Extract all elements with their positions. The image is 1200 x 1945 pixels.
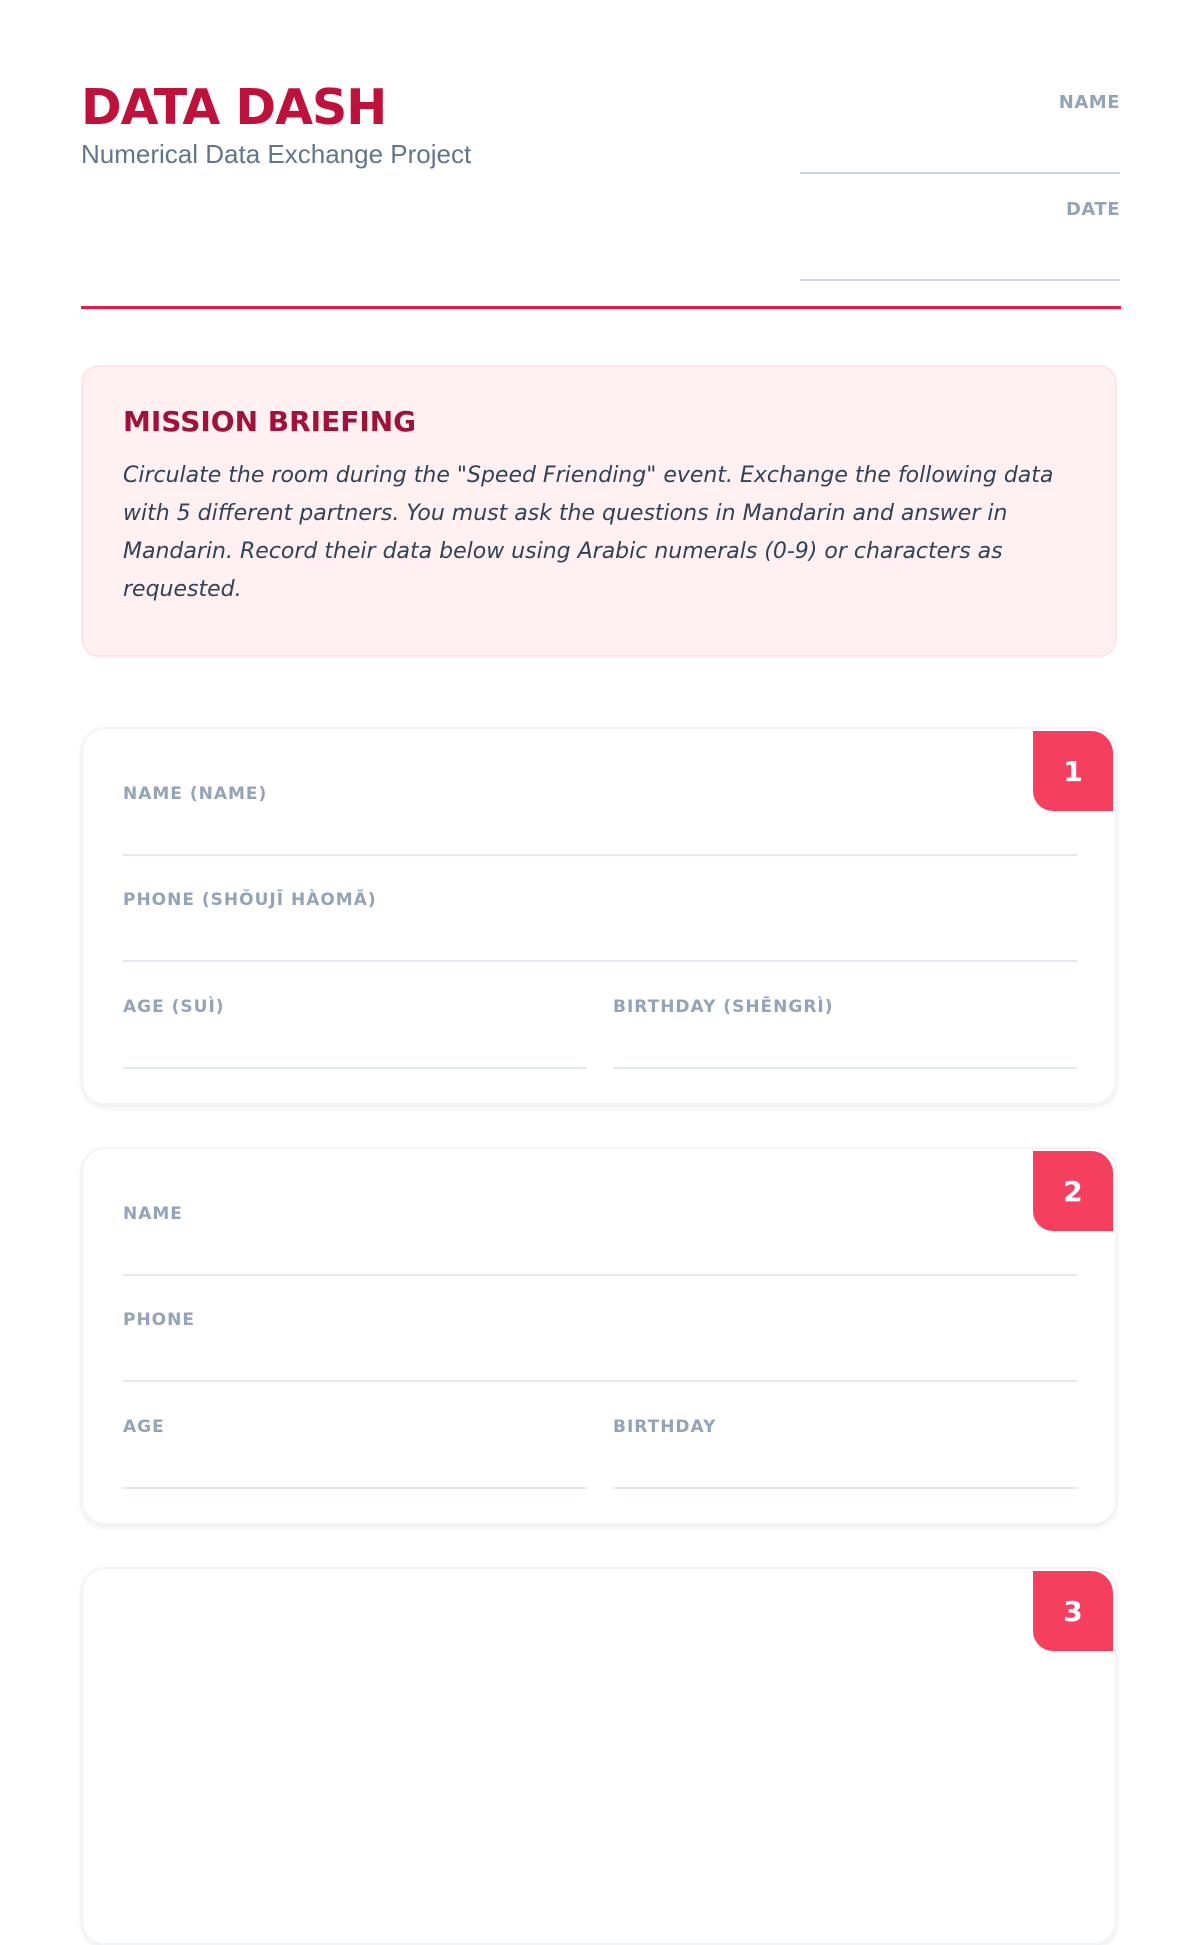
mission-briefing [81,365,1117,657]
partner-number-badge: 1 [1033,731,1113,811]
partner-birthday-field[interactable] [613,997,1077,1069]
date-line[interactable] [800,279,1120,281]
student-name-field[interactable] [800,92,1120,113]
partner-phone-field[interactable] [123,890,1077,962]
partner-age-field[interactable] [123,1417,587,1489]
partner-name-label: NAME [123,1204,183,1224]
partner-birthday-field[interactable] [613,1417,1077,1489]
partner-birthday-label: BIRTHDAY [613,1417,717,1437]
partner-number-badge: 2 [1033,1151,1113,1231]
partner-card-3 [81,1567,1117,1945]
briefing-title: MISSION BRIEFING [123,405,417,438]
partner-name-field[interactable] [123,784,1077,856]
partner-phone-field[interactable] [123,1310,1077,1382]
date-field[interactable] [800,199,1120,220]
partner-name-label: NAME (NAME) [123,784,268,804]
partner-birthday-label: BIRTHDAY (SHĒNGRÌ) [613,997,834,1017]
partner-phone-label: PHONE (SHŎUJĪ HÀOMĂ) [123,890,377,910]
briefing-text: Circulate the room during the "Speed Friending" event. Exchange the following data with 5 different partners. You must ask the questions in Mandarin and answer in Mandarin. Record their data below using Arabic numerals (0-9) or characters as requested. [123,463,1054,602]
partner-card-2 [81,1147,1117,1525]
partner-age-label: AGE (SUÌ) [123,997,225,1017]
partner-age-field[interactable] [123,997,587,1069]
student-name-line[interactable] [800,172,1120,174]
page-title: DATA DASH [81,79,387,136]
partner-number-badge: 3 [1033,1571,1113,1651]
page-subtitle: Numerical Data Exchange Project [81,139,472,169]
partner-age-label: AGE [123,1417,165,1437]
partner-card-1 [81,727,1117,1105]
header-divider [81,306,1121,309]
partner-name-field[interactable] [123,1204,1077,1276]
date-label: DATE [1065,199,1120,220]
student-name-label: NAME [1058,92,1120,113]
partner-phone-label: PHONE [123,1310,195,1330]
